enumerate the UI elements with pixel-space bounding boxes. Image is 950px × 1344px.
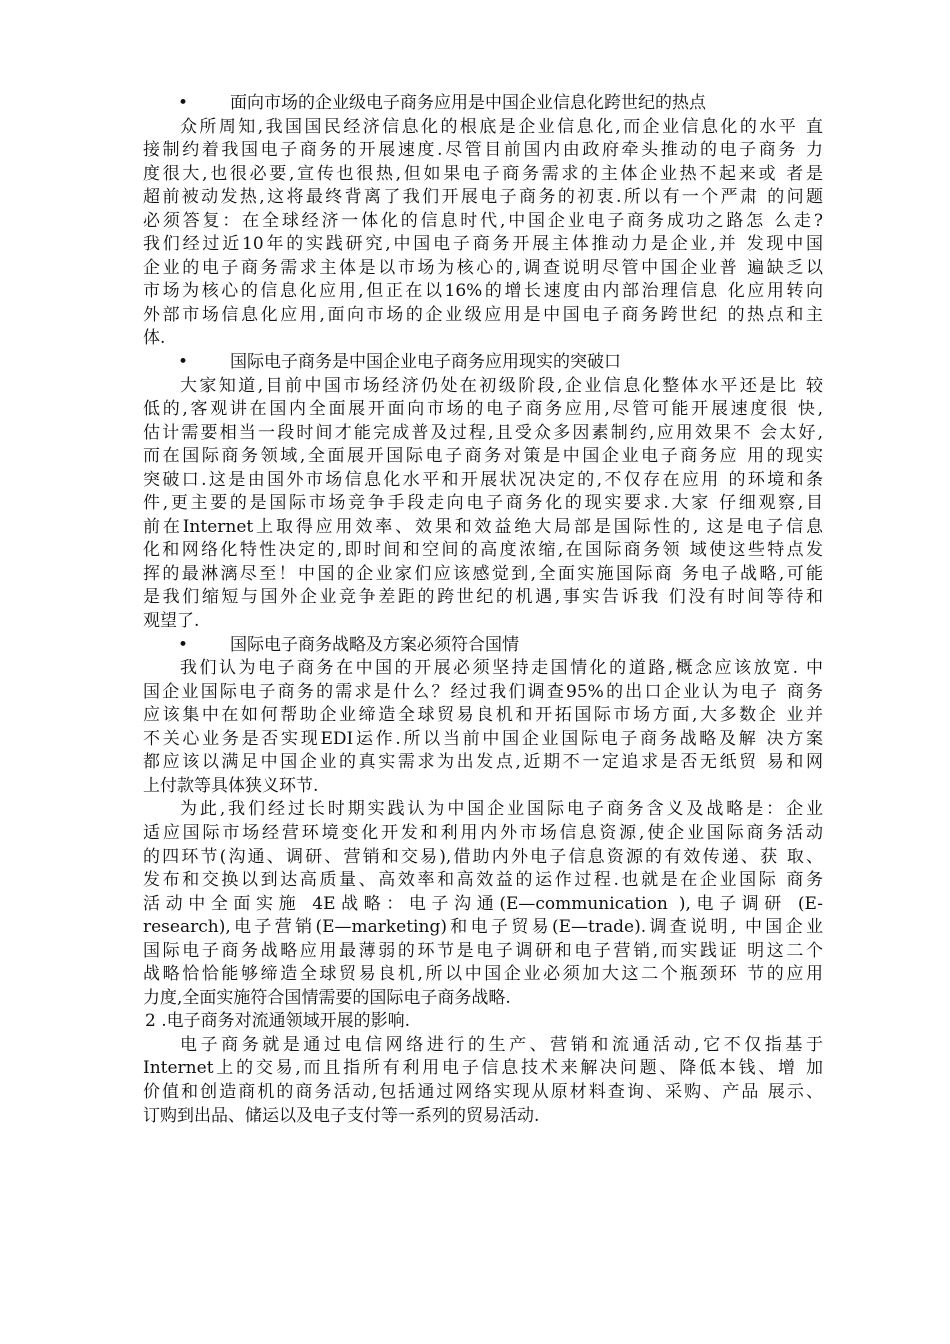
paragraph-line: 化和网络化特性决定的,即时间和空间的高度浓缩,在国际商务领 域使这些特点发 <box>143 540 823 561</box>
paragraph-line: 低的,客观讲在国内全面展开面向市场的电子商务应用,尽管可能开展速度很 快, <box>143 399 823 420</box>
paragraph-line: 战略恰恰能够缔造全球贸易良机,所以中国企业必须加大这二个瓶颈环 节的应用 <box>143 964 823 985</box>
paragraph-line: 必须答复：在全球经济一体化的信息时代,中国企业电子商务成功之路怎 么走? <box>143 210 823 231</box>
paragraph-line: 我们认为电子商务在中国的开展必须坚持走国情化的道路,概念应该放宽. 中 <box>180 658 823 679</box>
bullet-heading <box>143 634 823 658</box>
paragraph-line: 而在国际商务领域,全面展开国际电子商务对策是中国企业电子商务应 用的现实 <box>143 446 823 467</box>
paragraph-line: 我们经过近10年的实践研究,中国电子商务开展主体推动力是企业,并 发现中国 <box>143 234 823 255</box>
paragraph-line: 众所周知,我国国民经济信息化的根底是企业信息化,而企业信息化的水平 直 <box>180 116 823 137</box>
paragraph-line: 外部市场信息化应用,面向市场的企业级应用是中国电子商务跨世纪 的热点和主 <box>143 304 823 325</box>
paragraph-line: 力度,全面实施符合国情需要的国际电子商务战略. <box>143 987 511 1008</box>
paragraph-line: 企业的电子商务需求主体是以市场为核心的,调查说明尽管中国企业普 遍缺乏以 <box>143 257 823 278</box>
paragraph-line: 都应该以满足中国企业的真实需求为出发点,近期不一定追求是否无纸贸 易和网 <box>143 752 823 773</box>
paragraph <box>143 798 823 1010</box>
bullet-heading <box>143 92 823 116</box>
paragraph-line: 订购到出品、储运以及电子支付等一系列的贸易活动. <box>143 1105 540 1126</box>
paragraph-line: 度很大,也很必要,宣传也很热,但如果电子商务需求的主体企业热不起来或 者是 <box>143 163 823 184</box>
paragraph <box>143 1034 823 1128</box>
paragraph-line: 发布和交换以到达高质量、高效率和高效益的运作过程.也就是在企业国际 商务 <box>143 870 823 891</box>
paragraph-line: 挥的最淋漓尽至！中国的企业家们应该感觉到,全面实施国际商 务电子战略,可能 <box>143 563 823 584</box>
paragraph-line: 突破口.这是由国外市场信息化水平和开展状况决定的,不仅存在应用 的环境和条 <box>143 469 823 490</box>
paragraph-line: 国际电子商务战略应用最薄弱的环节是电子调研和电子营销,而实践证 明这二个 <box>143 940 823 961</box>
paragraph <box>143 657 823 798</box>
paragraph-line: 价值和创造商机的商务活动,包括通过网络实现从原材料查询、采购、产品 展示、 <box>143 1081 823 1102</box>
bullet-heading-text: 国际电子商务是中国企业电子商务应用现实的突破口 <box>230 352 621 373</box>
section-heading: 2 .电子商务对流通领域开展的影响. <box>145 1011 411 1032</box>
paragraph-line: 超前被动发热,这将最终背离了我们开展电子商务的初衷.所以有一个严肃 的问题 <box>143 187 823 208</box>
bullet-dot-icon: • <box>178 352 189 373</box>
paragraph-line: 体. <box>143 328 166 349</box>
paragraph-line: 观望了. <box>143 611 200 632</box>
paragraph <box>143 116 823 351</box>
document-body <box>143 92 823 1128</box>
bullet-dot-icon: • <box>178 93 189 113</box>
paragraph-line: 活动中全面实施 4E战略：电子沟通(E—communication ),电子调研 (E- <box>143 893 823 914</box>
paragraph-line: 不关心业务是否实现EDI运作.所以当前中国企业国际电子商务战略及解 决方案 <box>143 728 823 749</box>
paragraph-line: 接制约着我国电子商务的开展速度.尽管目前国内由政府牵头推动的电子商务 力 <box>143 140 823 161</box>
bullet-heading <box>143 351 823 375</box>
paragraph-line: 市场为核心的信息化应用,但正在以16%的增长速度由内部治理信息 化应用转向 <box>143 281 823 302</box>
paragraph-line: 电子商务就是通过电信网络进行的生产、营销和流通活动,它不仅指基于 <box>180 1034 823 1055</box>
bullet-heading-text: 面向市场的企业级电子商务应用是中国企业信息化跨世纪的热点 <box>230 93 706 113</box>
paragraph-line: Internet上的交易,而且指所有利用电子信息技术来解决问题、降低本钱、增 加 <box>143 1058 823 1079</box>
paragraph-line: 的四环节(沟通、调研、营销和交易),借助内外电子信息资源的有效传递、获 取、 <box>143 846 823 867</box>
paragraph-line: 大家知道,目前中国市场经济仍处在初级阶段,企业信息化整体水平还是比 较 <box>180 375 823 396</box>
paragraph-line: 为此,我们经过长时期实践认为中国企业国际电子商务含义及战略是：企业 <box>180 799 823 820</box>
bullet-heading-text: 国际电子商务战略及方案必须符合国情 <box>230 634 519 655</box>
paragraph-line: 前在Internet上取得应用效率、效果和效益绝大局部是国际性的, 这是电子信息 <box>143 516 823 537</box>
paragraph-line: 应该集中在如何帮助企业缔造全球贸易良机和开拓国际市场方面,大多数企 业并 <box>143 705 823 726</box>
paragraph-line: 国企业国际电子商务的需求是什么？经过我们调查95%的出口企业认为电子 商务 <box>143 681 823 702</box>
paragraph-line: research),电子营销(E—marketing)和电子贸易(E—trade).调查说明, 中国企业 <box>143 917 823 938</box>
paragraph <box>143 375 823 634</box>
paragraph-line: 是我们缩短与国外企业竞争差距的跨世纪的机遇,事实告诉我 们没有时间等待和 <box>143 587 823 608</box>
paragraph-line: 估计需要相当一段时间才能完成普及过程,且受众多因素制约,应用效果不 会太好, <box>143 422 823 443</box>
paragraph-line: 上付款等具体狭义环节. <box>143 775 319 796</box>
paragraph-line: 件,更主要的是国际市场竞争手段走向电子商务化的现实要求.大家 仔细观察,目 <box>143 493 823 514</box>
paragraph-line: 适应国际市场经营环境变化开发和利用内外市场信息资源,使企业国际商务活动 <box>143 822 823 843</box>
bullet-dot-icon: • <box>178 634 189 655</box>
